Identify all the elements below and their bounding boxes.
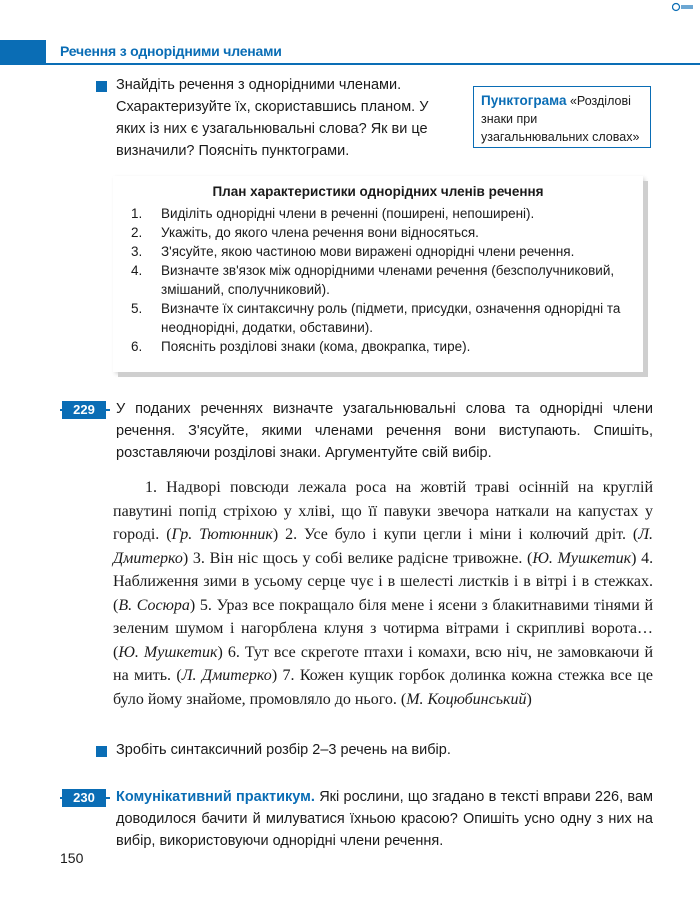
exercise-229-text: 1. Надворі повсюди лежала роса на жовтій траві осінній на круглій павутині попід стріхою у хліві, що її павуки звечора наткали на капустах у городі. (Гр. Тютюнник) 2. Усе було і купи цегли і міни і колючий дріт. (Л. Дмитерко) 3. Він ніс щось у собі велике радісне тривожне. (Ю. Мушкетик) 4. Наближення зими в усьому серце чує і в шелесті листків і в вітрі і в стежках. (В. Сосюра) 5. Ураз все покращало біля мене і ясени з блакитнавими тінями й зеленим шумом і нагорблена клуня з чотирма вітрами і скрипливі ворота… (Ю. Мушкетик) 6. Тут все скреготе птахи і комахи, всю ніч, не замовкаючи й на мить. (Л. Дмитерко) 7. Кожен кущик горбок долинка кожна стежка все це було йому знайоме, промовляло до нього. (М. Коцюбинський) xyxy=(113,479,654,708)
sentence-number: 2. xyxy=(285,526,298,543)
plan-item xyxy=(113,242,643,261)
task-marker-icon xyxy=(96,746,107,757)
sentence-author: В. Сосюра xyxy=(118,596,190,614)
plan-item xyxy=(113,337,643,356)
plan-item-text: Виділіть однорідні члени в реченні (поширені, непоширені). xyxy=(161,206,535,221)
sentence-author: М. Коцюбинський xyxy=(406,690,527,708)
plan-item xyxy=(113,299,643,337)
sentence-number: 7. xyxy=(282,667,295,684)
sentence-text: Наближення зими в усьому серце чує і в шелесті листків і в вітрі і в стежках. xyxy=(113,573,653,590)
exercise-230-lead: Комунікативний практикум. xyxy=(116,789,315,805)
plan-item-number: 6. xyxy=(131,339,143,354)
sentence-author: Л. Дмитерко xyxy=(113,526,654,567)
exercise-number-badge: 229 xyxy=(62,401,106,419)
plan-box xyxy=(113,176,643,372)
exercise-230-body: Які рослини, що згадано в тексті вправи 226, вам доводилося бачити й милуватися їхньою красою? Опишіть усно одну з них на вибір, використовуючи однорідні члени речення. xyxy=(116,789,653,849)
plan-item-text: З'ясуйте, якою частиною мови виражені однорідні члени речення. xyxy=(161,244,575,259)
sentence-text: Надворі повсюди лежала роса на жовтій траві осінній на круглій павутині попід стріхою у хліві, що її павуки звечора наткали на капустах у городі. xyxy=(113,479,654,543)
task-text: Зробіть синтаксичний розбір 2–3 речень на вибір. xyxy=(116,742,451,758)
plan-item-number: 2. xyxy=(131,225,143,240)
sentence-text: Він ніс щось у собі велике радісне тривожне. xyxy=(209,549,523,567)
plan-list xyxy=(113,204,643,356)
chapter-header xyxy=(0,40,700,64)
sentence-number: 1. xyxy=(145,479,157,496)
plan-item-text: Поясніть розділові знаки (кома, двокрапка, тире). xyxy=(161,339,471,354)
plan-item-number: 5. xyxy=(131,301,143,316)
task-text: Знайдіть речення з однорідними членами. Схарактеризуйте їх, скориставшись планом. У яких із них є узагальнювальні слова? Як ви це визначили? Поясніть пунктограми. xyxy=(116,77,429,159)
plan-title: План характеристики однорідних членів речення xyxy=(212,184,544,199)
exercise-230-text xyxy=(116,786,653,852)
chapter-title: Речення з однорідними членами xyxy=(60,43,282,59)
plan-item-text: Визначте зв'язок між однорідними членами речення (безсполучниковий, змішаний, сполучниковий). xyxy=(161,263,615,297)
sentence-number: 6. xyxy=(227,643,240,661)
sentence-number: 5. xyxy=(199,596,212,614)
sentence-text: Усе було і купи цегли і міни і колючий дріт. xyxy=(304,526,626,543)
sentence-author: Гр. Тютюнник xyxy=(171,526,273,543)
plan-item xyxy=(113,204,643,223)
header-rule xyxy=(0,63,700,65)
plan-item-number: 4. xyxy=(131,263,143,278)
sentence-text: Кожен кущик горбок долинка кожна стежка все це було йому знайоме, промовляло до нього. xyxy=(113,667,653,708)
punktogram-text: «Розділові знаки при узагальнювальних словах» xyxy=(481,94,640,144)
sentence-author: Ю. Мушкетик xyxy=(118,643,218,661)
plan-item-number: 1. xyxy=(131,206,143,221)
plan-item-number: 3. xyxy=(131,244,143,259)
task-marker-icon xyxy=(96,81,107,92)
sentence-number: 4. xyxy=(641,549,654,567)
sentence-text: Тут все скреготе птахи і комахи, всю ніч, не замовкаючи й на мить. xyxy=(113,643,654,684)
sentence-author: Л. Дмитерко xyxy=(181,667,272,684)
plan-item-text: Визначте їх синтаксичну роль (підмети, присудки, означення однорідні та неоднорідні, додатки, обставини). xyxy=(161,301,621,335)
sentence-text: Ураз все покращало біля мене і ясени з блакитнавими тінями й зеленим шумом і нагорблена клуня з чотирма вітрами і скрипливі ворота… xyxy=(113,596,654,637)
corner-logo-icon xyxy=(672,2,694,12)
sentence-number: 3. xyxy=(192,549,205,567)
punktogram-box xyxy=(473,86,651,148)
page-number: 150 xyxy=(60,850,84,866)
sentence-author: Ю. Мушкетик xyxy=(532,549,632,567)
plan-item-text: Укажіть, до якого члена речення вони відносяться. xyxy=(161,225,479,240)
plan-item xyxy=(113,223,643,242)
exercise-229-instruction: У поданих реченнях визначте узагальнювальні слова та однорідні члени речення. З'ясуйте, якими членами речення вони виступають. Спишіть, розставляючи розділові знаки. Аргументуйте свій вибір. xyxy=(116,401,653,461)
header-stripe xyxy=(0,40,46,64)
plan-item xyxy=(113,261,643,299)
exercise-number-badge: 230 xyxy=(62,789,106,807)
punktogram-label: Пунктограма xyxy=(481,93,567,108)
